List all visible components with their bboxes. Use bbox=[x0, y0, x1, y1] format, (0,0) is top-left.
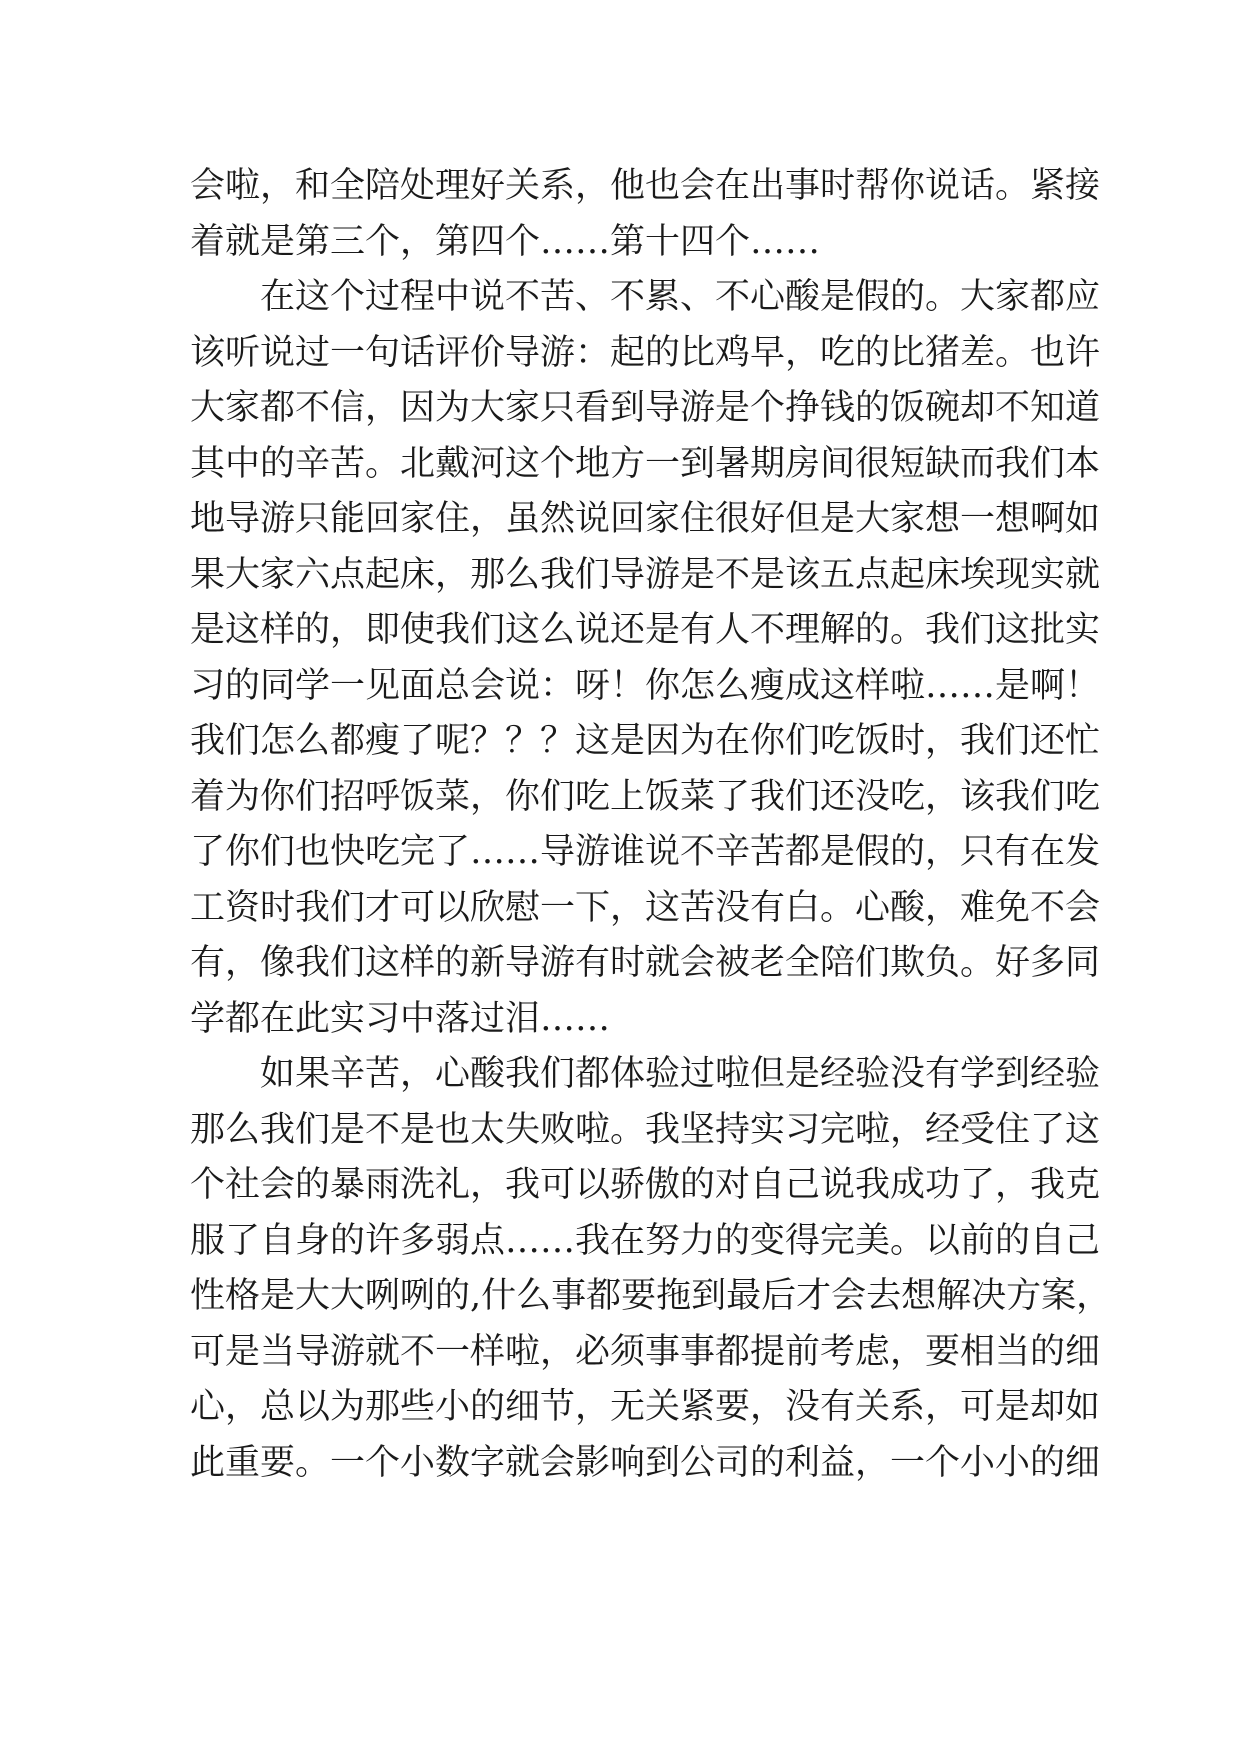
text-line: 个社会的暴雨洗礼，我可以骄傲的对自己说我成功了，我克 bbox=[190, 1165, 1101, 1205]
text-line: 那么我们是不是也太失败啦。我坚持实习完啦，经受住了这 bbox=[190, 1109, 1101, 1150]
text-line: 有，像我们这样的新导游有时就会被老全陪们欺负。好多同 bbox=[190, 943, 1101, 983]
body-text bbox=[190, 159, 1112, 1491]
text-line: 可是当导游就不一样啦，必须事事都提前考虑，要相当的细 bbox=[190, 1331, 1101, 1372]
text-line: 地导游只能回家住，虽然说回家住很好但是大家想一想啊如 bbox=[190, 499, 1101, 539]
paragraph bbox=[190, 270, 1101, 1047]
text-line: 是这样的，即使我们这么说还是有人不理解的。我们这批实 bbox=[190, 610, 1101, 650]
text-line: 习的同学一见面总会说：呀！你怎么瘦成这样啦……是啊！ bbox=[190, 665, 1101, 706]
text-line: 如果辛苦，心酸我们都体验过啦但是经验没有学到经验 bbox=[260, 1054, 1101, 1094]
text-line: 工资时我们才可以欣慰一下，这苦没有白。心酸，难免不会 bbox=[190, 887, 1101, 928]
paragraph bbox=[190, 159, 1101, 270]
text-line: 学都在此实习中落过泪…… bbox=[190, 998, 611, 1039]
text-line: 服了自身的许多弱点……我在努力的变得完美。以前的自己 bbox=[190, 1220, 1101, 1261]
text-line: 果大家六点起床，那么我们导游是不是该五点起床埃现实就 bbox=[190, 554, 1101, 595]
text-line: 了你们也快吃完了……导游谁说不辛苦都是假的，只有在发 bbox=[190, 832, 1101, 872]
text-line: 大家都不信，因为大家只看到导游是个挣钱的饭碗却不知道 bbox=[190, 388, 1101, 428]
text-line: 我们怎么都瘦了呢？？？这是因为在你们吃饭时，我们还忙 bbox=[190, 721, 1101, 761]
text-line: 着为你们招呼饭菜，你们吃上饭菜了我们还没吃，该我们吃 bbox=[190, 776, 1101, 817]
text-line: 此重要。一个小数字就会影响到公司的利益，一个小小的细 bbox=[190, 1442, 1101, 1483]
paragraph bbox=[190, 1047, 1112, 1491]
text-line: 其中的辛苦。北戴河这个地方一到暑期房间很短缺而我们本 bbox=[190, 443, 1101, 484]
text-line: 着就是第三个，第四个……第十四个…… bbox=[190, 221, 821, 262]
text-line: 心，总以为那些小的细节，无关紧要，没有关系，可是却如 bbox=[190, 1387, 1101, 1427]
text-line: 该听说过一句话评价导游：起的比鸡早，吃的比猪差。也许 bbox=[190, 332, 1101, 373]
text-line: 会啦，和全陪处理好关系，他也会在出事时帮你说话。紧接 bbox=[190, 166, 1101, 206]
text-line: 性格是大大咧咧的,什么事都要拖到最后才会去想解决方案， bbox=[190, 1276, 1112, 1316]
text-line: 在这个过程中说不苦、不累、不心酸是假的。大家都应 bbox=[260, 277, 1101, 317]
